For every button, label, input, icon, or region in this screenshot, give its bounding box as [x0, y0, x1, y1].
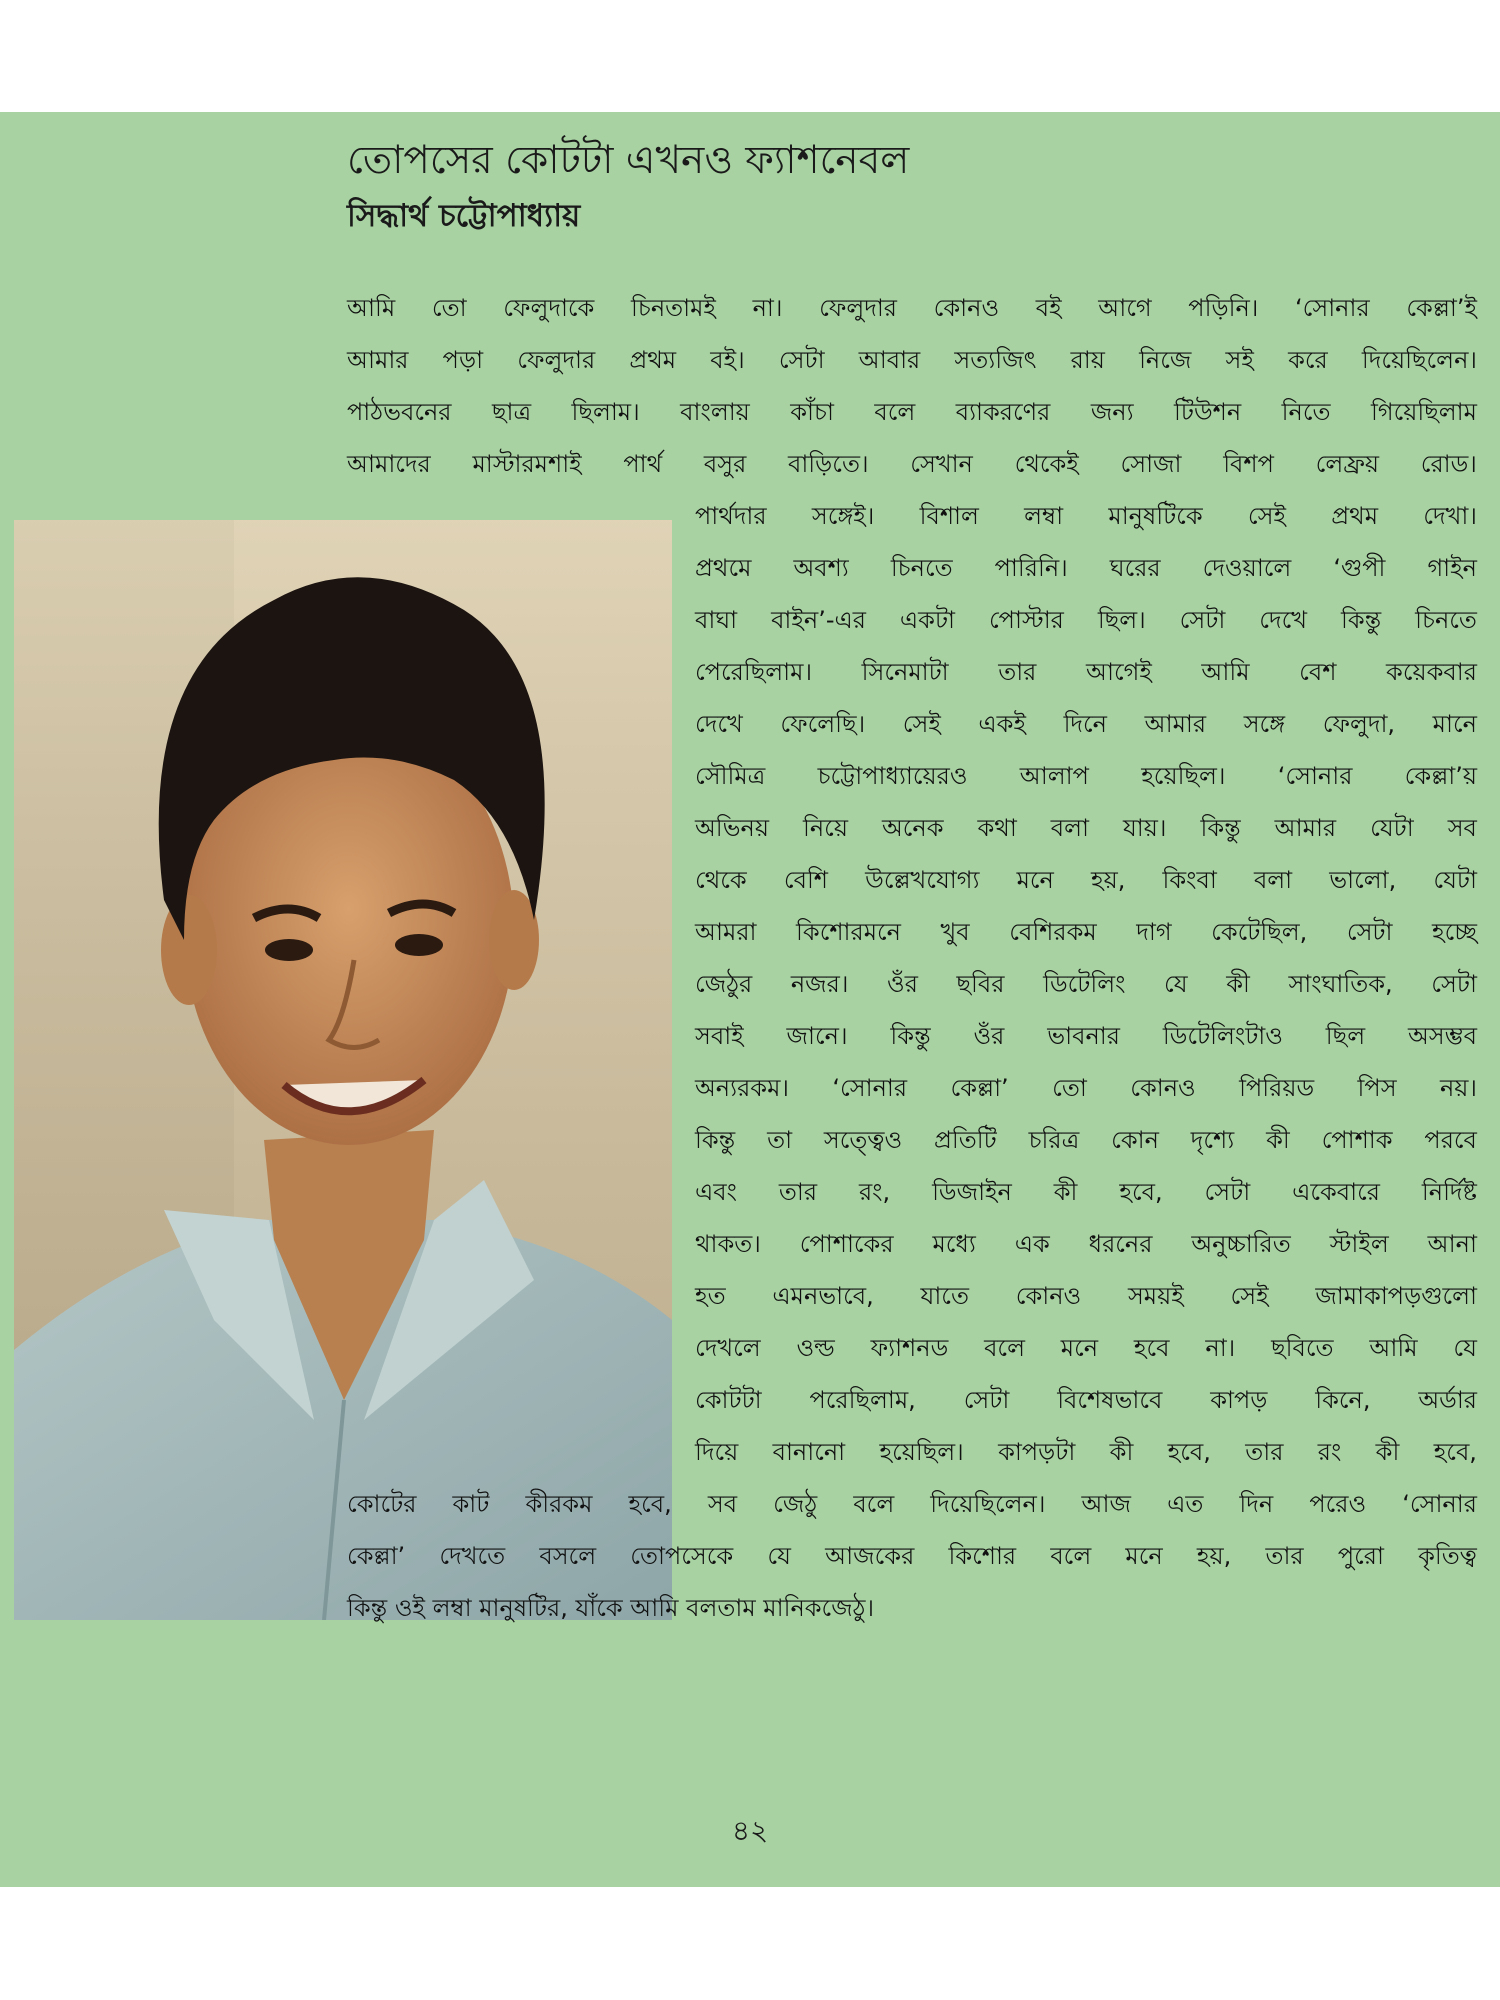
article-word: পড়া: [442, 346, 484, 374]
article-word: বই।: [710, 346, 745, 374]
article-word: তো: [1052, 1074, 1087, 1102]
article-word: মধ্যে: [932, 1230, 976, 1258]
article-line: [695, 1064, 1477, 1112]
article-word: কেল্লা’: [347, 1542, 406, 1570]
article-word: পিরিয়ড: [1239, 1074, 1315, 1102]
article-word: আজকের: [825, 1542, 915, 1570]
article-word: হবে: [1133, 1334, 1170, 1362]
article-word: বিশেষভাবে: [1057, 1386, 1163, 1414]
article-word: কিন্তু: [1340, 606, 1382, 634]
article-word: থাকত।: [695, 1230, 761, 1258]
article-word: চিনতে: [1415, 606, 1477, 634]
article-word: আমরা: [695, 918, 757, 946]
article-word: সবাই: [695, 1022, 744, 1050]
article-word: বই: [1035, 294, 1062, 322]
article-word: সেটা: [1179, 606, 1226, 634]
article-line: [695, 544, 1477, 592]
article-word: আমার: [1274, 814, 1337, 842]
article-word: কেটেছিল,: [1211, 918, 1308, 946]
article-word: নিজে: [1139, 346, 1192, 374]
article-word: টিউশন: [1174, 398, 1242, 426]
article-word: কী: [1375, 1438, 1400, 1466]
magazine-page: [0, 112, 1500, 1887]
article-word: ফেলেছি।: [780, 710, 866, 738]
article-word: বিশপ: [1223, 450, 1274, 478]
article-word: না।: [752, 294, 783, 322]
article-word: আজ: [1081, 1490, 1131, 1518]
article-word: সেটা: [1346, 918, 1393, 946]
article-word: সেই: [1230, 1282, 1269, 1310]
article-word: স্টাইল: [1329, 1230, 1389, 1258]
article-word: ছিল: [1325, 1022, 1366, 1050]
article-word: অভিনয়: [695, 814, 769, 842]
article-word: বাঘা: [695, 606, 738, 634]
article-word: পার্থদার: [695, 502, 767, 530]
article-word: দেওয়ালে: [1202, 554, 1292, 582]
article-word: দেখা।: [1423, 502, 1477, 530]
article-word: হবে,: [1119, 1178, 1163, 1206]
article-word: বাইন’-এর: [771, 606, 866, 634]
page-number: ৪২: [731, 1814, 769, 1847]
article-word: রং: [1317, 1438, 1342, 1466]
article-word: কেল্লা’ই: [1406, 294, 1477, 322]
article-word: ধরনের: [1088, 1230, 1153, 1258]
article-word: কাপড়: [1210, 1386, 1268, 1414]
article-word: ওল্ড: [796, 1334, 835, 1362]
article-word: উল্লেখযোগ্য: [865, 866, 980, 894]
portrait-photo: [14, 520, 672, 1620]
article-line: [695, 596, 1477, 644]
article-word: পাঠভবনের: [347, 398, 452, 426]
article-word: বেশি: [783, 866, 829, 894]
article-word: গিয়েছিলাম: [1370, 398, 1477, 426]
article-word: তোপসেকে: [630, 1542, 734, 1570]
article-word: বেশ: [1299, 658, 1337, 686]
article-word: দিয়েছিলেন।: [930, 1490, 1046, 1518]
article-word: কৃতিত্ব: [1418, 1542, 1477, 1570]
article-word: সেখান: [910, 450, 973, 478]
article-word: যেটা: [1433, 866, 1477, 894]
article-word: ব্যাকরণের: [955, 398, 1051, 426]
article-word: সেই: [902, 710, 941, 738]
article-word: মানে: [1432, 710, 1477, 738]
article-word: কেল্লা’: [950, 1074, 1009, 1102]
article-word: পোশাক: [1321, 1126, 1393, 1154]
article-word: কিন্তু: [695, 1126, 736, 1154]
article-word: কীরকম: [525, 1490, 593, 1518]
article-line: [695, 1272, 1477, 1320]
article-word: প্রথম: [1331, 502, 1379, 530]
article-word: পরেও: [1309, 1490, 1367, 1518]
article-word: পার্থ: [623, 450, 663, 478]
article-line: [347, 336, 1477, 384]
article-word: পুরো: [1337, 1542, 1384, 1570]
article-line: [695, 1116, 1477, 1164]
article-word: যায়।: [1122, 814, 1167, 842]
article-word: পারিনি।: [994, 554, 1068, 582]
article-word: থেকেই: [1014, 450, 1079, 478]
article-word: দিয়ে: [695, 1438, 739, 1466]
article-word: তার: [778, 1178, 818, 1206]
article-word: গাইন: [1427, 554, 1477, 582]
article-word: ‘সোনার: [1295, 294, 1370, 322]
article-line: [695, 960, 1477, 1008]
article-line: [695, 1324, 1477, 1372]
article-word: হয়,: [1090, 866, 1126, 894]
article-word: জেঠুর: [695, 970, 753, 998]
article-word: কিংবা: [1162, 866, 1217, 894]
article-word: যাতে: [920, 1282, 969, 1310]
article-word: পোস্টার: [988, 606, 1064, 634]
article-word: ছবির: [956, 970, 1005, 998]
article-word: সাংঘাতিক,: [1288, 970, 1393, 998]
article-word: জামাকাপড়গুলো: [1315, 1282, 1477, 1310]
article-title: তোপসের কোটটা এখনও ফ্যাশনেবল: [347, 138, 910, 183]
article-word: নিয়ে: [802, 814, 848, 842]
article-word: কেল্লা’য়: [1404, 762, 1477, 790]
article-word: কী: [1053, 1178, 1078, 1206]
article-word: বানানো: [772, 1438, 846, 1466]
article-word: পড়িনি।: [1188, 294, 1259, 322]
article-word: বসলে: [539, 1542, 597, 1570]
article-line: [695, 752, 1477, 800]
article-word: ‘গুপী: [1333, 554, 1386, 582]
article-word: কথা: [977, 814, 1017, 842]
article-word: আমাদের: [347, 450, 431, 478]
article-word: আগে: [1098, 294, 1152, 322]
article-word: বলা: [1253, 866, 1293, 894]
article-word: চরিত্র: [1028, 1126, 1080, 1154]
article-word: কয়েকবার: [1386, 658, 1477, 686]
article-word: হবে,: [1433, 1438, 1477, 1466]
article-word: কোন: [1111, 1126, 1159, 1154]
article-word: সেই: [1247, 502, 1286, 530]
article-word: কিন্তু: [1200, 814, 1241, 842]
article-word: পিস: [1357, 1074, 1397, 1102]
article-word: নজর।: [790, 970, 849, 998]
article-word: তার: [998, 658, 1037, 686]
article-word: সেটা: [1431, 970, 1477, 998]
article-line: [347, 1480, 1477, 1528]
article-word: এক: [1014, 1230, 1050, 1258]
article-word: অনেক: [881, 814, 944, 842]
article-word: সব: [707, 1490, 738, 1518]
article-word: সঙ্গেই।: [811, 502, 875, 530]
article-word: একেবারে: [1292, 1178, 1380, 1206]
article-word: অনুচ্চারিত: [1191, 1230, 1291, 1258]
article-word: দেখে: [695, 710, 743, 738]
article-word: হত: [695, 1282, 726, 1310]
article-word: আনা: [1427, 1230, 1477, 1258]
article-line: [695, 1012, 1477, 1060]
article-word: ছবিতে: [1271, 1334, 1334, 1362]
article-word: ফেলুদার: [517, 346, 596, 374]
article-word: ডিজাইন: [932, 1178, 1012, 1206]
article-word: ভালো,: [1329, 866, 1397, 894]
article-word: কোটটা: [695, 1386, 762, 1414]
article-word: হবে,: [1167, 1438, 1211, 1466]
article-word: মনে: [1060, 1334, 1099, 1362]
article-word: চিনতামই: [631, 294, 716, 322]
article-word: জন্য: [1090, 398, 1134, 426]
article-line: [695, 856, 1477, 904]
article-word: এবং: [695, 1178, 737, 1206]
article-line: [347, 440, 1477, 488]
article-word: ছাত্র: [491, 398, 532, 426]
article-word: কিশোর: [948, 1542, 1017, 1570]
article-word: বাংলায়: [680, 398, 750, 426]
article-word: সেটা: [963, 1386, 1010, 1414]
article-word: হচ্ছে: [1432, 918, 1477, 946]
article-word: আমি: [1201, 658, 1250, 686]
article-line: [347, 388, 1477, 436]
article-word: অর্ডার: [1418, 1386, 1477, 1414]
article-word: সিনেমাটা: [861, 658, 949, 686]
article-word: আমার: [347, 346, 409, 374]
article-line: [695, 908, 1477, 956]
article-line: কিন্তু ওই লম্বা মানুষটির, যাঁকে আমি বলতাম মানিকজেঠু।: [347, 1594, 875, 1622]
article-word: মনে: [1125, 1542, 1163, 1570]
article-word: খুব: [940, 918, 970, 946]
article-word: নয়।: [1439, 1074, 1477, 1102]
article-word: কী: [1266, 1126, 1290, 1154]
article-word: ওঁর: [973, 1022, 1005, 1050]
article-word: দিন: [1239, 1490, 1274, 1518]
article-word: বেশিরকম: [1009, 918, 1097, 946]
article-word: তার: [1265, 1542, 1304, 1570]
article-line: [695, 1220, 1477, 1268]
article-word: ওঁর: [887, 970, 918, 998]
article-word: যে: [1164, 970, 1188, 998]
article-word: করে: [1288, 346, 1328, 374]
article-word: লেফ্রয়: [1315, 450, 1380, 478]
article-word: দিয়েছিলেন।: [1361, 346, 1477, 374]
article-word: হবে,: [628, 1490, 672, 1518]
article-word: বলে: [1050, 1542, 1092, 1570]
article-word: কাপড়টা: [998, 1438, 1076, 1466]
article-word: ডিটেলিংটাও: [1162, 1022, 1283, 1050]
article-word: চট্টোপাধ্যায়েরও: [817, 762, 968, 790]
article-word: বসুর: [703, 450, 747, 478]
article-word: চিনতে: [890, 554, 953, 582]
article-author: সিদ্ধার্থ চট্টোপাধ্যায়: [347, 198, 581, 234]
article-word: পেরেছিলাম।: [695, 658, 813, 686]
article-word: কিশোরমনে: [796, 918, 901, 946]
article-word: কোনও: [1015, 1282, 1082, 1310]
article-word: আবার: [858, 346, 921, 374]
article-word: সত্যজিৎ: [954, 346, 1037, 374]
article-word: কাঁচা: [790, 398, 834, 426]
article-word: বলে: [874, 398, 916, 426]
article-word: না।: [1205, 1334, 1236, 1362]
article-line: [695, 804, 1477, 852]
article-word: দৃশ্যে: [1190, 1126, 1235, 1154]
article-word: কোনও: [1130, 1074, 1196, 1102]
article-line: [695, 648, 1477, 696]
article-word: নিতে: [1281, 398, 1331, 426]
article-word: ছিল।: [1097, 606, 1146, 634]
article-word: প্রথমে: [695, 554, 752, 582]
article-word: বলা: [1050, 814, 1089, 842]
article-word: কাট: [452, 1490, 490, 1518]
article-word: একটা: [899, 606, 955, 634]
article-word: জেঠু: [773, 1490, 818, 1518]
article-word: হয়েছিল।: [1141, 762, 1226, 790]
article-word: দাগ: [1136, 918, 1172, 946]
article-line: [695, 1376, 1477, 1424]
article-word: তা: [767, 1126, 793, 1154]
article-word: ছিলাম।: [571, 398, 640, 426]
article-word: পরেছিলাম,: [809, 1386, 916, 1414]
article-line: [347, 1532, 1477, 1580]
article-word: রোড।: [1420, 450, 1477, 478]
article-word: ‘সোনার: [1402, 1490, 1477, 1518]
article-word: সেটা: [1204, 1178, 1251, 1206]
article-word: রং,: [858, 1178, 891, 1206]
article-word: দেখলে: [695, 1334, 761, 1362]
article-word: ফেলুদার: [819, 294, 898, 322]
article-word: হয়,: [1196, 1542, 1232, 1570]
article-word: কোনও: [933, 294, 1000, 322]
article-word: আমি: [347, 294, 396, 322]
article-word: আগেই: [1085, 658, 1152, 686]
article-word: কোটের: [347, 1490, 417, 1518]
article-word: পরবে: [1424, 1126, 1477, 1154]
article-word: তার: [1245, 1438, 1284, 1466]
article-word: আমার: [1144, 710, 1207, 738]
portrait-illustration: [14, 520, 672, 1620]
article-word: দিনে: [1063, 710, 1108, 738]
article-word: সই: [1225, 346, 1254, 374]
article-word: মনে: [1016, 866, 1054, 894]
article-word: আমি: [1369, 1334, 1418, 1362]
article-word: অসম্ভব: [1407, 1022, 1477, 1050]
article-word: বলে: [984, 1334, 1025, 1362]
article-line: [695, 700, 1477, 748]
article-word: কী: [1109, 1438, 1134, 1466]
article-word: দেখতে: [439, 1542, 506, 1570]
article-word: প্রথম: [629, 346, 677, 374]
article-word: এত: [1167, 1490, 1204, 1518]
article-word: যেটা: [1370, 814, 1414, 842]
article-word: ফেলুদা,: [1322, 710, 1396, 738]
article-word: অন্যরকম।: [695, 1074, 789, 1102]
article-word: জানে।: [786, 1022, 848, 1050]
article-word: বাড়িতে।: [787, 450, 869, 478]
article-word: প্রতিটি: [934, 1126, 997, 1154]
article-word: ফেলুদাকে: [503, 294, 595, 322]
article-word: কিনে,: [1315, 1386, 1371, 1414]
article-word: রায়: [1070, 346, 1105, 374]
article-word: সেটা: [778, 346, 825, 374]
article-line: [695, 492, 1477, 540]
article-word: বলে: [853, 1490, 895, 1518]
article-word: ঘরের: [1109, 554, 1161, 582]
article-word: কিন্তু: [890, 1022, 931, 1050]
article-word: দেখে: [1259, 606, 1308, 634]
article-word: নির্দিষ্ট: [1421, 1178, 1477, 1206]
article-line: [695, 1168, 1477, 1216]
article-word: সঙ্গে: [1243, 710, 1286, 738]
article-word: যে: [1453, 1334, 1477, 1362]
article-word: হয়েছিল।: [879, 1438, 964, 1466]
article-line: [695, 1428, 1477, 1476]
article-word: সত্ত্বেও: [823, 1126, 903, 1154]
article-word: ফ্যাশনড: [870, 1334, 949, 1362]
article-word: সব: [1447, 814, 1477, 842]
article-word: মাস্টারমশাই: [472, 450, 582, 478]
article-word: পোশাকের: [799, 1230, 894, 1258]
article-word: আলাপ: [1019, 762, 1089, 790]
article-word: ভাবনার: [1047, 1022, 1120, 1050]
article-word: ‘সোনার: [1277, 762, 1353, 790]
article-word: ‘সোনার: [832, 1074, 908, 1102]
article-word: মানুষটিকে: [1108, 502, 1203, 530]
article-word: একই: [978, 710, 1026, 738]
article-word: অবশ্য: [793, 554, 849, 582]
article-word: বিশাল: [919, 502, 979, 530]
article-line: [347, 284, 1477, 332]
article-word: সোজা: [1120, 450, 1182, 478]
article-word: এমনভাবে,: [772, 1282, 874, 1310]
article-word: যে: [767, 1542, 791, 1570]
article-word: থেকে: [695, 866, 747, 894]
article-word: কী: [1226, 970, 1250, 998]
article-word: সময়ই: [1127, 1282, 1184, 1310]
article-word: তো: [431, 294, 467, 322]
article-word: লম্বা: [1024, 502, 1064, 530]
article-word: সৌমিত্র: [695, 762, 766, 790]
article-word: ডিটেলিং: [1043, 970, 1126, 998]
